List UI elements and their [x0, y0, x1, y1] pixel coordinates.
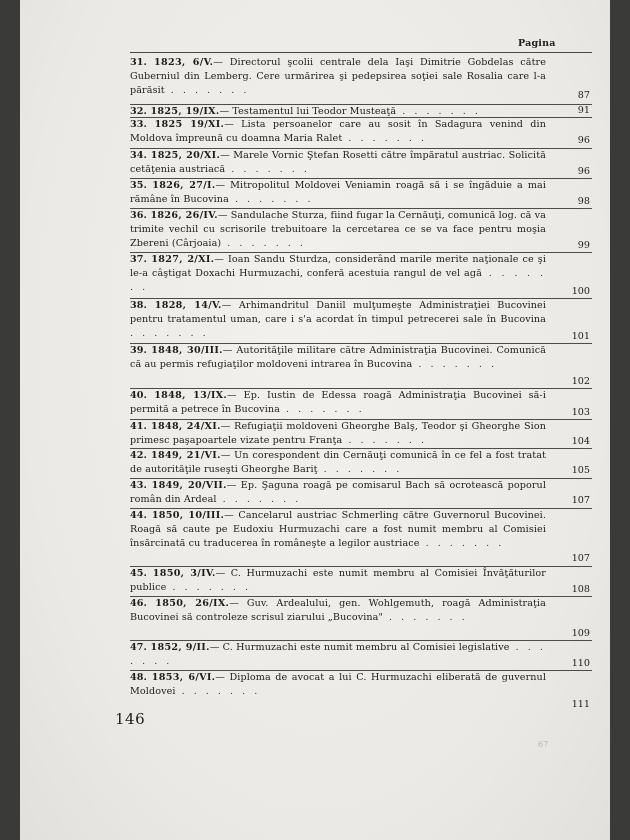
entry-number: 35. — [130, 180, 153, 191]
entry-text — [130, 567, 546, 595]
entry-description: — Directorul şcolii centrale dela Iaşi Dimitrie Gobdelas către Guberniul din Lemberg. Cere urmărirea şi pedepsirea soţiei sale Rosalia care l-a părăsit — [130, 57, 547, 96]
entry-date: 1850, 10/III. — [151, 510, 225, 521]
leader-dots: . . . . . . . — [221, 238, 306, 249]
leader-dots: . . . . . . . — [317, 464, 403, 475]
entry-number: 40. — [130, 390, 155, 401]
entry-text — [130, 56, 546, 98]
leader-dots: . . . . . . . — [130, 328, 209, 339]
entry-description: — Diploma de avocat a lui C. Hurmuzachi eliberată de guvernul Moldovei — [130, 672, 546, 697]
entry-text — [130, 118, 546, 146]
leader-dots: . . . . . . . — [383, 612, 468, 623]
entry-page-number: 99 — [577, 240, 590, 251]
entry-text — [130, 479, 546, 507]
entry-date: 1849, 20/VII. — [151, 480, 227, 491]
entry-date: 1850, 3/IV. — [152, 568, 216, 579]
document-page — [20, 0, 610, 840]
entry-number: 31. — [130, 57, 155, 68]
entry-text — [130, 389, 546, 417]
entry-description: — Autorităţile militare către Administraţia Bucovinei. Comunică că au permis refugiaţilor moldoveni intrarea în Bucovina — [130, 345, 546, 370]
entry-page-number: 96 — [577, 135, 590, 146]
entry-number: 43. — [130, 480, 152, 491]
entry-date: 1826, 26/IV. — [150, 210, 218, 221]
entry-page-number: 103 — [571, 407, 590, 418]
entry-page-number: 91 — [577, 105, 590, 116]
entry-date: 1825 19/XI. — [154, 119, 225, 130]
entry-page-number: 98 — [577, 196, 590, 207]
entry-text — [130, 179, 546, 207]
leader-dots: . . . . . . . — [164, 85, 250, 96]
entry-date: 1853, 6/VI. — [151, 672, 216, 683]
entry-page-number: 104 — [571, 436, 590, 447]
entry-description: — Sandulache Sturza, fiind fugar la Cernăuţi, comunică log. că va trimite vechil cu scrisorile trebuitoare la cercetarea ce se va face pentru moşia Zbereni (Cârjoaia) — [130, 210, 546, 249]
entry-text — [130, 449, 546, 477]
entry-text — [130, 597, 546, 625]
entry-number: 38. — [130, 300, 155, 311]
header-rule — [130, 52, 592, 53]
entry-text — [130, 509, 546, 551]
entry-date: 1828, 14/V. — [154, 300, 222, 311]
leader-dots: . . . . . . . — [412, 359, 498, 370]
leader-dots: . . . . . . . — [279, 404, 365, 415]
entry-page-number: 102 — [571, 376, 590, 387]
entry-description: — Marele Vornic Ştefan Rosetti către împăratul austriac. Solicită cetăţenia austriacă — [130, 150, 546, 175]
entry-description: — Testamentul lui Teodor Musteaţă — [219, 106, 397, 117]
entry-number: 47. — [130, 642, 151, 653]
entry-number: 36. — [130, 210, 151, 221]
leader-dots: . . . . . . . — [225, 164, 310, 175]
entry-number: 46. — [130, 598, 156, 609]
entry-number: 34. — [130, 150, 151, 161]
entry-page-number: 111 — [571, 699, 590, 710]
entry-text — [130, 253, 546, 295]
entry-date: 1850, 26/IX. — [155, 598, 230, 609]
entry-number: 42. — [130, 450, 152, 461]
entry-date: 1848, 13/IX. — [154, 390, 228, 401]
entry-description: — Un corespondent din Cernăuţi comunică în ce fel a fost tratat de autorităţile ruseşti Gheorghe Bariţ — [130, 450, 546, 475]
entry-number: 33. — [130, 119, 155, 130]
entry-description: — Ep. Iustin de Edessa roagă Administraţia Bucovinei să-i permită a petrece în Bucovina — [130, 390, 547, 415]
leader-dots: . . . . . . . — [175, 686, 261, 697]
entry-page-number: 100 — [571, 286, 590, 297]
entry-text — [130, 420, 546, 448]
leader-dots: . . . . . . . — [419, 538, 505, 549]
entry-text — [130, 209, 546, 251]
entry-description: — Guv. Ardealului, gen. Wohlgemuth, roagă Administraţia Bucovinei să controleze scrisul ziarului „Bucovina" — [130, 598, 546, 623]
entry-page-number: 109 — [571, 628, 590, 639]
entry-date: 1848, 24/XI. — [151, 421, 221, 432]
leader-dots: . . . . . . . — [228, 194, 314, 205]
entry-date: 1849, 21/VI. — [151, 450, 221, 461]
entry-number: 45. — [130, 568, 153, 579]
entry-number: 32. — [130, 106, 151, 117]
entry-date: 1826, 27/I. — [152, 180, 216, 191]
leader-dots: . . . . . . . — [166, 582, 252, 593]
footer-mark: 67 — [538, 740, 549, 749]
entry-page-number: 107 — [571, 495, 590, 506]
entry-date: 1825, 19/IX. — [150, 106, 220, 117]
entry-text — [130, 344, 546, 372]
entry-page-number: 101 — [571, 331, 590, 342]
leader-dots: . . . . . . . — [130, 268, 547, 293]
entry-page-number: 105 — [571, 465, 590, 476]
entry-text — [130, 299, 546, 341]
entry-text — [130, 671, 546, 699]
entry-date: 1848, 30/III. — [151, 345, 223, 356]
entry-number: 41. — [130, 421, 152, 432]
entry-number: 37. — [130, 254, 152, 265]
entry-number: 44. — [130, 510, 152, 521]
entry-description: — Refugiaţii moldoveni Gheorghe Balş, Teodor şi Gheorghe Sion primesc paşapoartele vizate pentru Franţa — [130, 421, 546, 446]
leader-dots: . . . . . . . — [130, 642, 546, 667]
leader-dots: . . . . . . . — [342, 133, 427, 144]
entry-description: — C. Hurmuzachi este numit membru al Comisiei legislative — [209, 642, 510, 653]
leader-dots: . . . . . . . — [396, 106, 481, 117]
leader-dots: . . . . . . . — [216, 494, 302, 505]
entry-description: — Arhimandritul Daniil mulţumeşte Administraţiei Bucovinei pentru tratamentul uman, care i s'a acordat în timpul petrecerei sale în Bucovina — [130, 300, 546, 325]
entry-date: 1825, 20/XI. — [150, 150, 221, 161]
entry-page-number: 96 — [577, 166, 590, 177]
entry-page-number: 87 — [577, 90, 590, 101]
entry-page-number: 107 — [571, 553, 590, 564]
entry-date: 1852, 9/II. — [150, 642, 210, 653]
entry-description: — Mitropolitul Moldovei Veniamin roagă să i se îngăduie a mai rămâne în Bucovina — [130, 180, 546, 205]
leader-dots: . . . . . . . — [342, 435, 428, 446]
page-number: 146 — [115, 710, 146, 728]
page-column-header: Pagina — [518, 38, 556, 49]
entry-description: — Ep. Şaguna roagă pe comisarul Bach să ocrotească poporul român din Ardeal — [130, 480, 546, 505]
entry-description: — Ioan Sandu Sturdza, considerând marile merite naţionale ce şi le-a câştigat Doxachi Hurmuzachi, conferă acestuia rangul de vel agă — [130, 254, 546, 279]
entry-page-number: 108 — [571, 584, 590, 595]
entry-description: — C. Hurmuzachi este numit membru al Comisiei Învăţăturilor publice — [130, 568, 546, 593]
entry-date: 1823, 6/V. — [154, 57, 214, 68]
entry-description: — Lista persoanelor care au sosit în Sadagura venind din Moldova împreună cu doamna Maria Ralet — [130, 119, 546, 144]
entry-text — [130, 641, 546, 669]
entry-date: 1827, 2/XI. — [151, 254, 215, 265]
entry-number: 39. — [130, 345, 152, 356]
entry-description: — Cancelarul austriac Schmerling către Guvernorul Bucovinei. Roagă să caute pe Eudoxiu Hurmuzachi care a fost numit membru al Comisiei însărcinată cu traducerea în româneşte a legilor austriace — [130, 510, 546, 549]
entry-page-number: 110 — [571, 658, 590, 669]
entry-number: 48. — [130, 672, 152, 683]
entry-text — [130, 149, 546, 177]
